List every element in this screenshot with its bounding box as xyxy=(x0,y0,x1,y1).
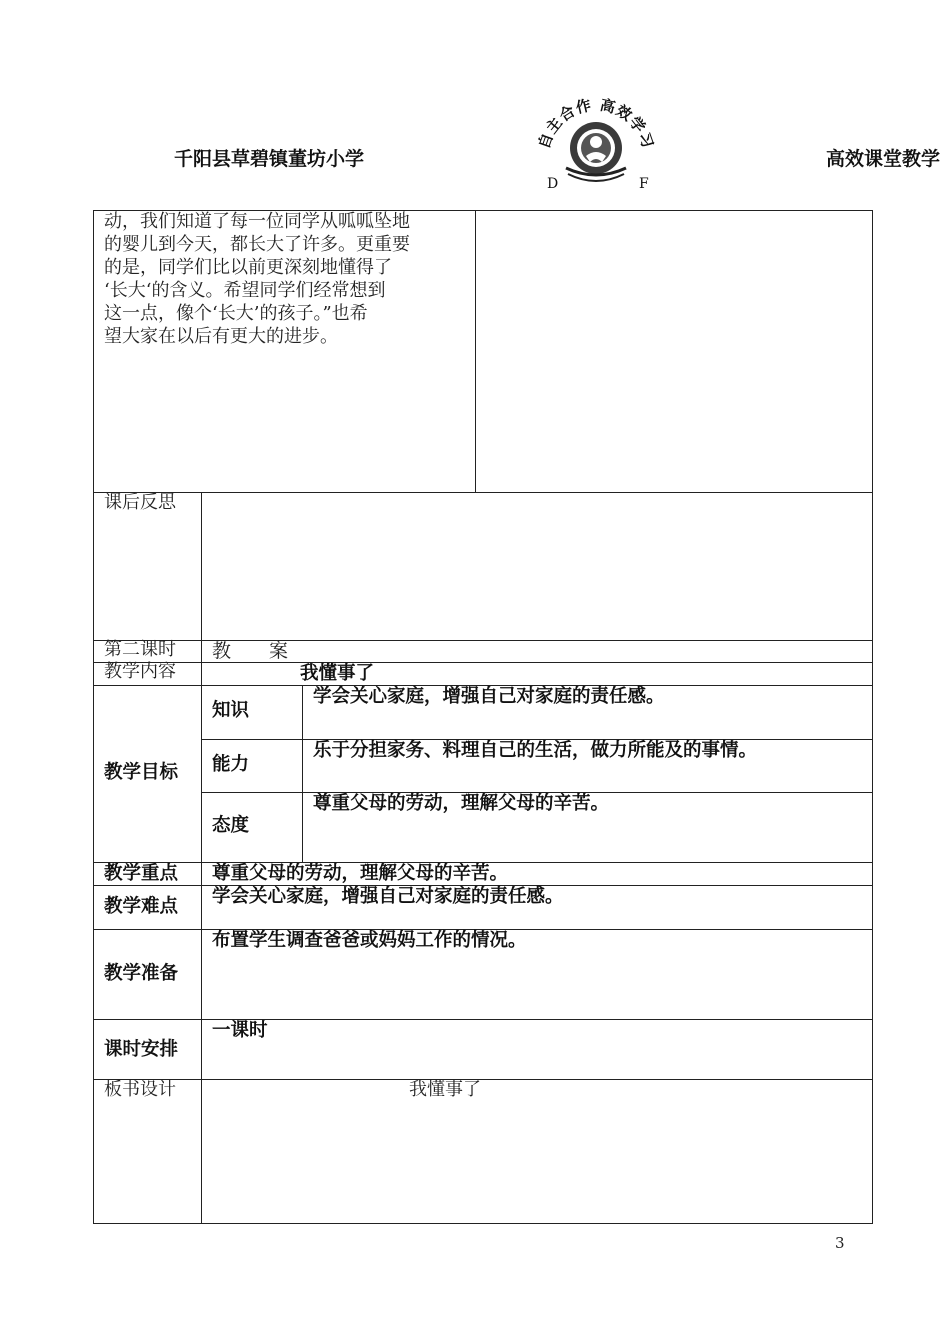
paragraph-line: 的婴儿到今天，都长大了许多。更重要 xyxy=(104,234,410,255)
difficulty-label: 教学难点 xyxy=(104,896,179,917)
goal-attitude-label: 态度 xyxy=(212,815,250,836)
schedule-label: 课时安排 xyxy=(104,1039,179,1060)
paragraph-line: 望大家在以后有更大的进步。 xyxy=(104,326,338,347)
goal-knowledge-label: 知识 xyxy=(212,700,250,721)
goal-ability-value: 乐于分担家务、料理自己的生活，做力所能及的事情。 xyxy=(313,740,758,761)
preparation-value: 布置学生调查爸爸或妈妈工作的情况。 xyxy=(212,930,527,951)
content-value: 我懂事了 xyxy=(300,663,375,684)
logo-arc-text: 自主合作 高效学习 xyxy=(534,96,658,152)
key-point-value: 尊重父母的劳动，理解父母的辛苦。 xyxy=(212,863,509,884)
lesson-label: 第二课时 xyxy=(104,639,176,660)
header-right-title: 高效课堂教学 xyxy=(826,148,941,170)
board-value: 我懂事了 xyxy=(409,1079,481,1100)
continued-paragraph xyxy=(104,210,468,348)
goal-attitude-value: 尊重父母的劳动，理解父母的辛苦。 xyxy=(313,793,610,814)
paragraph-line: 的是，同学们比以前更深刻地懂得了 xyxy=(104,257,392,278)
lesson-value: 教 案 xyxy=(212,640,289,662)
school-logo xyxy=(528,96,663,194)
board-label: 板书设计 xyxy=(104,1079,176,1100)
key-point-label: 教学重点 xyxy=(104,863,179,884)
goal-ability-label: 能力 xyxy=(212,754,250,775)
paragraph-line: ‘长大‘的含义。希望同学们经常想到 xyxy=(104,280,386,301)
schedule-value: 一课时 xyxy=(212,1020,268,1041)
school-name: 千阳县草碧镇董坊小学 xyxy=(174,148,365,170)
paragraph-line: 这一点，像个‘长大’的孩子。”也希 xyxy=(104,303,368,324)
logo-letter-d: D xyxy=(547,176,559,192)
difficulty-value: 学会关心家庭，增强自己对家庭的责任感。 xyxy=(212,886,564,907)
preparation-label: 教学准备 xyxy=(104,963,179,984)
goals-label: 教学目标 xyxy=(104,762,179,783)
goal-knowledge-value: 学会关心家庭，增强自己对家庭的责任感。 xyxy=(313,686,665,707)
logo-letter-f: F xyxy=(639,176,649,192)
reflection-label: 课后反思 xyxy=(104,492,176,513)
paragraph-line: 动，我们知道了每一位同学从呱呱坠地 xyxy=(104,211,410,232)
content-label: 教学内容 xyxy=(104,661,176,682)
page-number: 3 xyxy=(835,1234,845,1252)
